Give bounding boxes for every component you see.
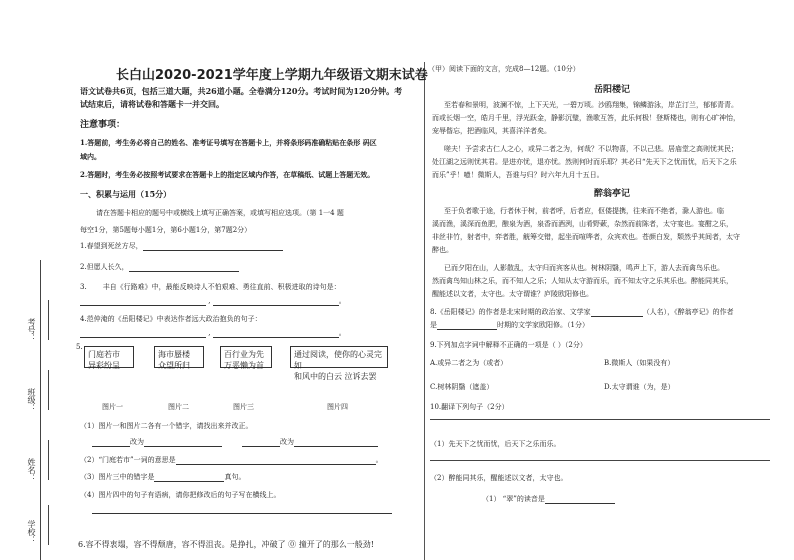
question-text: （1） “翠”的读音是 [482,495,545,503]
option-b[interactable]: B.微斯人（如果没有） [604,359,675,367]
image-box-2: 海市蜃楼 众望所归 [154,346,204,368]
passage-line: 已而夕阳在山，人影散乱，太守归而宾客从也。树林阴翳，鸣声上下，游人去而禽鸟乐也。 [444,264,724,272]
note-1: 1.答题前，考生务必将自己的姓名、准考证号填写在答题卡上，并将条形码准确粘贴在条形 码区 [80,138,377,147]
label-exam-number: 考号： [27,318,36,342]
answer-blank[interactable] [80,296,206,306]
intro-line: 试结束后，请将试卷和答题卡一并交回。 [80,99,224,109]
note-2: 2.答题时，考生务必按照考试要求在答题卡上的指定区域内作答，在草稿纸、试题上答题无效。 [80,170,375,179]
field-line[interactable] [48,370,49,410]
binding-line [40,260,41,560]
image-box-4: 通过阅读，使你的心灵完如 和风中的白云 泣诉去罢 [290,346,388,368]
question-text: （3）图片三中的错字是 [80,473,155,481]
question-text: 丰自《行路难》中，最能反映诗人不怕艰难、勇往直前、积极进取的诗句是： [102,283,341,291]
section-instruction: 每空1分，第5题每小题1分，第6小题1分，第7题2分） [80,226,252,234]
question-text: 2.但愿人长久， [80,263,129,271]
answer-blank[interactable] [80,328,206,338]
passage-line: 而乐”乎！噫！微斯人，吾谁与归？时六年九月十五日。 [432,171,604,179]
answer-blank[interactable] [545,494,615,504]
image-box-3: 百行业为先 万恶懒为首 [220,346,272,368]
answer-blank[interactable] [154,472,224,482]
label-school: 学校： [27,520,36,544]
notes-heading: 注意事项： [80,120,126,130]
change-label: 改为 [280,438,294,446]
answer-blank[interactable] [591,307,643,317]
passage-line: 然而禽鸟知山林之乐，而不知人之乐；人知从太守游而乐，而不知太守之乐其乐也。醉能同其乐， [432,277,733,285]
intro-line: 语文试卷共6页，包括三道大题，共26道小题。全卷满分120分。考试时间为120分钟。考 [80,86,403,96]
label-name: 姓名： [27,458,36,482]
option-a[interactable]: A.或异二者之为（或者） [430,359,508,367]
question-11 [482,494,615,504]
answer-blank[interactable] [144,437,222,447]
question-text: 是 [430,321,437,329]
passage-line: 溪而渔，溪深而鱼肥，酿泉为酒，泉香而酒洌，山肴野蔌，杂然而前陈者，太守宴也。宴酣之乐， [432,220,733,228]
question-text: 1.春望到死丝方尽， [80,242,143,250]
field-line[interactable] [48,505,49,545]
sub-question-1: （1）图片一和图片二各有一个错字，请找出来并改正。 [80,422,253,430]
note-1-cont: 域内。 [80,152,101,161]
section-instruction: 请在答题卡相应的题号中或横线上填写正确答案，或填写相应选项。（第 1一4 题 [96,209,344,217]
section-heading: 一、积累与运用（15分） [80,189,172,199]
answer-blank[interactable] [129,262,239,272]
question-text: 时期的文学家欧阳修。（1分） [497,321,589,329]
fig-label: 图片一 [102,403,123,411]
question-10: 10.翻译下列句子（2分） [430,403,509,411]
sub-question-1-answer [92,437,378,447]
passage-line: 而或长烟一空，皓月千里，浮光跃金，静影沉璧，渔歌互答，此乐何极！登斯楼也，则有心旷神怡， [432,114,740,122]
sub-question-2: （2）“门庭若市”一词的意思是 。 [80,456,383,464]
question-8-cont [430,320,589,330]
sentence-1: （1）先天下之忧而忧，后天下之乐而乐。 [430,440,561,448]
answer-line[interactable] [430,460,770,461]
question-8 [430,307,734,317]
passage-line: 非丝非竹，射者中，弈者胜，觥筹交错，起坐而喧哗者，众宾欢也。苍颜白发，颓然乎其间者，太守 [432,233,740,241]
fig-label: 图片四 [327,403,348,411]
question-1 [80,241,283,251]
question-9: 9.下列加点字词中解释不正确的一项是（ ）（2分） [430,341,587,349]
answer-blank[interactable] [437,320,497,330]
answer-blank[interactable] [92,504,392,514]
label-class: 班级： [27,388,36,412]
image-box-1: 门庭若市 异彩纷呈 [84,346,134,368]
passage-line: 宠辱偕忘，把酒临风，其喜洋洋者矣。 [432,127,551,135]
fig-label: 图片三 [233,403,254,411]
field-line[interactable] [48,440,49,480]
passage-title-2: 醉翁亭记 [594,189,631,199]
passage-line: 至若春和景明，波澜不惊，上下天光，一碧万顷。沙鸥翔集，锦鳞游泳，岸芷汀兰，郁郁青青。 [444,101,738,109]
answer-blank[interactable] [92,437,130,447]
passage-title-1: 岳阳楼记 [594,85,631,95]
passage-intro: （甲）阅读下面的文言，完成8—12题。（10分） [428,65,580,73]
option-d[interactable]: D.太守谓谁（为，是） [604,383,675,391]
option-c[interactable]: C.树林阴翳（遮盖） [430,383,494,391]
passage-line: 醉也。 [432,246,453,254]
answer-blank[interactable] [213,296,339,306]
field-line[interactable] [48,300,49,340]
answer-line[interactable] [430,419,770,420]
exam-title: 长白山2020-2021学年度上学期九年级语文期末试卷 [116,68,428,83]
answer-blank[interactable] [176,455,376,465]
change-label: 改为 [130,438,144,446]
sub-question-3 [80,472,245,482]
answer-blank[interactable] [213,328,339,338]
sentence-2: （2）醉能同其乐，醒能述以文者，太守也。 [430,474,568,482]
sub-question-4: （4）图片四中的句子有语病，请你把修改后的句子写在横线上。 [80,491,281,499]
question-6: 6.容不得衷塌，容不得颓唐，容不得沮丧。是挣扎，冲破了 ⓪ 撞开了的那么一般劲! [78,540,374,549]
question-text: 真句。 [224,473,246,481]
sub-question-4-answer [92,504,392,514]
question-text: （人名），《醉翁亭记》的作者 [642,308,734,316]
answer-blank[interactable] [143,241,283,251]
question-3-answer: , 。 [80,296,346,306]
question-4-answer: , 。 [80,328,346,338]
answer-blank[interactable] [242,437,280,447]
column-divider [424,62,425,560]
question-number: 3. [80,283,87,291]
question-text: （2）“门庭若市”一词的意思是 [80,456,176,464]
question-5-number: 5. [76,343,83,351]
passage-line: 处江湖之远则忧其君。是进亦忧，退亦忧。然则何时而乐耶？其必曰“先天下之忧而忧，后天下之乐 [432,158,737,166]
question-2 [80,262,239,272]
passage-line: 至于负者歌于途，行者休于树，前者呼，后者应，伛偻提携，往来而不绝者，滁人游也。临 [444,207,724,215]
question-3 [80,282,341,292]
answer-blank[interactable] [294,437,378,447]
passage-line: 醒能述以文者，太守也。太守谓谁？庐陵欧阳修也。 [432,290,593,298]
passage-line: 嗟夫！予尝求古仁人之心，或异二者之为，何哉？不以物喜，不以己悲。居庙堂之高则忧其民； [444,145,738,153]
fig-label: 图片二 [168,403,189,411]
question-4: 4.范仲淹的《岳阳楼记》中表达作者远大政治抱负的句子： [80,315,262,323]
question-text: 8.《岳阳楼记》的作者是北宋时期的政治家、文学家 [430,308,591,316]
